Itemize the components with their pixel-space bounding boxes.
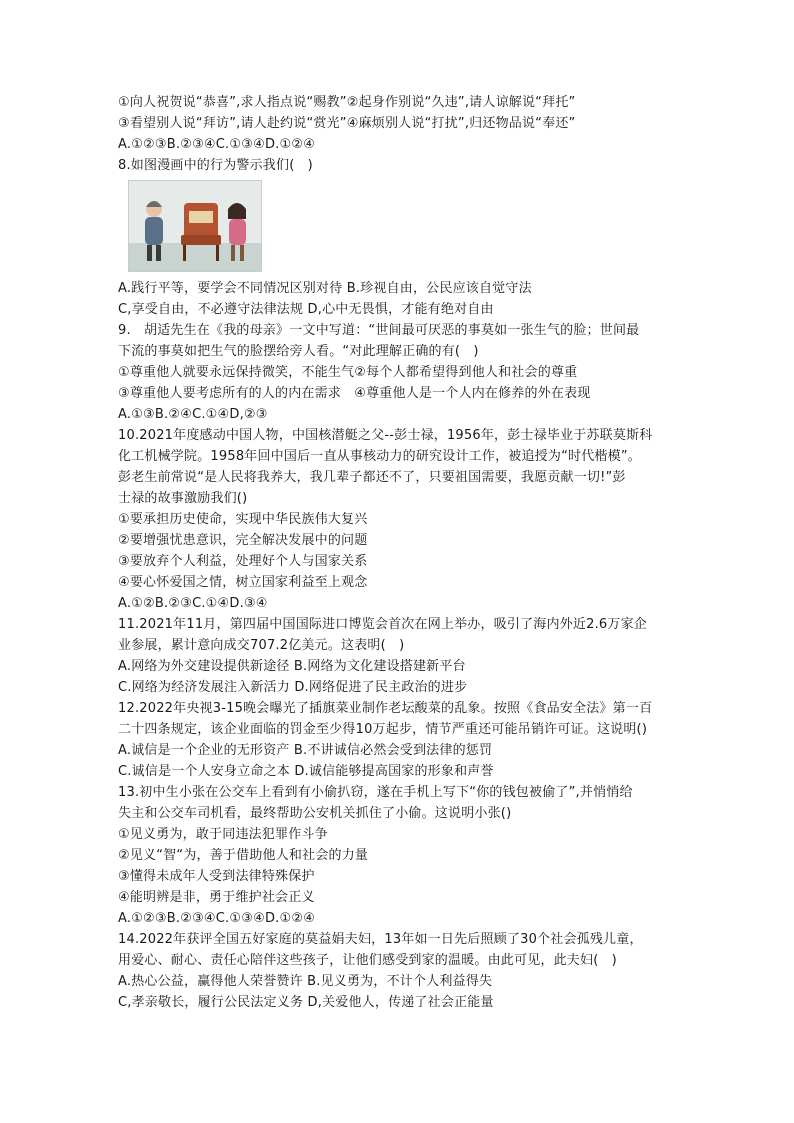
q10-option-3: ③要放弃个人利益，处理好个人与国家关系	[118, 554, 368, 569]
q7-options-line-1: ①向人祝贺说“恭喜”,求人指点说“赐教”②起身作别说“久违”,请人谅解说“拜托”	[118, 95, 576, 110]
q14-choices-ab: A.热心公益，赢得他人荣誉赞许 B.见义勇为，不计个人利益得失	[118, 974, 493, 989]
q13-answer-choices: A.①②③B.②③④C.①③④D.①②④	[118, 911, 316, 926]
exam-page	[118, 92, 688, 1013]
q9-stem-line-1: 9. 胡适先生在《我的母亲》一文中写道：“世间最可厌恶的事莫如一张生气的脸；世间最	[118, 323, 640, 338]
q10-stem-line-3: 彭老生前常说“是人民将我养大，我几辈子都还不了，只要祖国需要，我愿贡献一切!”彭	[118, 470, 626, 485]
q12-choices-cd: C.诚信是一个人安身立命之本 D.诚信能够提高国家的形象和声誉	[118, 764, 494, 779]
q10-option-1: ①要承担历史使命，实现中华民族伟大复兴	[118, 512, 368, 527]
q8-cartoon-image	[128, 180, 262, 272]
q10-stem-line-2: 化工机械学院。1958年回中国后一直从事核动力的研究设计工作，被追授为“时代楷模”。	[118, 449, 641, 464]
q9-options-line-2: ③尊重他人要考虑所有的人的内在需求 ④尊重他人是一个人内在修养的外在表现	[118, 386, 591, 401]
q7-answer-choices: A.①②③B.②③④C.①③④D.①②④	[118, 137, 316, 152]
q9-answer-choices: A.①③B.②④C.①④D,②③	[118, 407, 268, 422]
q12-choices-ab: A.诚信是一个企业的无形资产 B.不讲诚信必然会受到法律的惩罚	[118, 743, 493, 758]
cartoon-illustration	[129, 181, 261, 271]
q12-stem-line-1: 12.2022年央视3-15晚会曝光了插旗菜业制作老坛酸菜的乱象。按照《食品安全法》第一百	[118, 701, 653, 716]
q9-options-line-1: ①尊重他人就要永远保持微笑，不能生气②每个人都希望得到他人和社会的尊重	[118, 365, 578, 380]
q10-option-4: ④要心怀爱国之情，树立国家利益至上观念	[118, 575, 368, 590]
q11-choices-cd: C.网络为经济发展注入新活力 D.网络促进了民主政治的进步	[118, 680, 468, 695]
q7-options-line-2: ③看望别人说“拜访”,请人赴约说“赏光”④麻烦别人说“打扰”,归还物品说“奉还”	[118, 116, 576, 131]
q13-option-1: ①见义勇为，敢于同违法犯罪作斗争	[118, 827, 328, 842]
q13-stem-line-2: 失主和公交车司机看，最终帮助公安机关抓住了小偷。这说明小张()	[118, 806, 512, 821]
q10-stem-line-1: 10.2021年度感动中国人物，中国核潜艇之父--彭士禄，1956年，彭士禄毕业于苏联莫斯科	[118, 428, 653, 443]
q8-choices-ab: A.践行平等，要学会不同情况区别对待 B.珍视自由，公民应该自觉守法	[118, 281, 532, 296]
q11-stem-line-1: 11.2021年11月，第四届中国国际进口博览会首次在网上举办，吸引了海内外近2.6万家企	[118, 617, 647, 632]
q8-choices-cd: C,享受自由，不必遵守法律法规 D,心中无畏惧，才能有绝对自由	[118, 302, 494, 317]
q14-stem-line-2: 用爱心、耐心、责任心陪伴这些孩子，让他们感受到家的温暖。由此可见，此夫妇( )	[118, 953, 617, 968]
q14-choices-cd: C,孝亲敬长，履行公民法定义务 D,关爱他人，传递了社会正能量	[118, 995, 494, 1010]
q13-option-3: ③懂得未成年人受到法律特殊保护	[118, 869, 315, 884]
q12-stem-line-2: 二十四条规定，该企业面临的罚金至少得10万起步，情节严重还可能吊销许可证。这说明()	[118, 722, 648, 737]
q10-answer-choices: A.①②B.②③C.①④D.③④	[118, 596, 268, 611]
q11-stem-line-2: 业参展，累计意向成交707.2亿美元。这表明( )	[118, 638, 405, 653]
q13-stem-line-1: 13.初中生小张在公交车上看到有小偷扒窃，遂在手机上写下“你的钱包被偷了”,并悄悄给	[118, 785, 633, 800]
q13-option-2: ②见义“智“为，善于借助他人和社会的力量	[118, 848, 369, 863]
q13-option-4: ④能明辨是非，勇于维护社会正义	[118, 890, 315, 905]
q10-option-2: ②要增强忧患意识，完全解决发展中的问题	[118, 533, 368, 548]
q10-stem-line-4: 士禄的故事激励我们()	[118, 491, 248, 506]
q14-stem-line-1: 14.2022年获评全国五好家庭的莫益娟夫妇，13年如一日先后照顾了30个社会孤残儿童，	[118, 932, 643, 947]
q11-choices-ab: A.网络为外交建设提供新途径 B.网络为文化建设搭建新平台	[118, 659, 466, 674]
q9-stem-line-2: 下流的事莫如把生气的脸摆给旁人看。“对此理解正确的有( )	[118, 344, 479, 359]
q8-stem: 8.如图漫画中的行为警示我们( )	[118, 158, 313, 173]
